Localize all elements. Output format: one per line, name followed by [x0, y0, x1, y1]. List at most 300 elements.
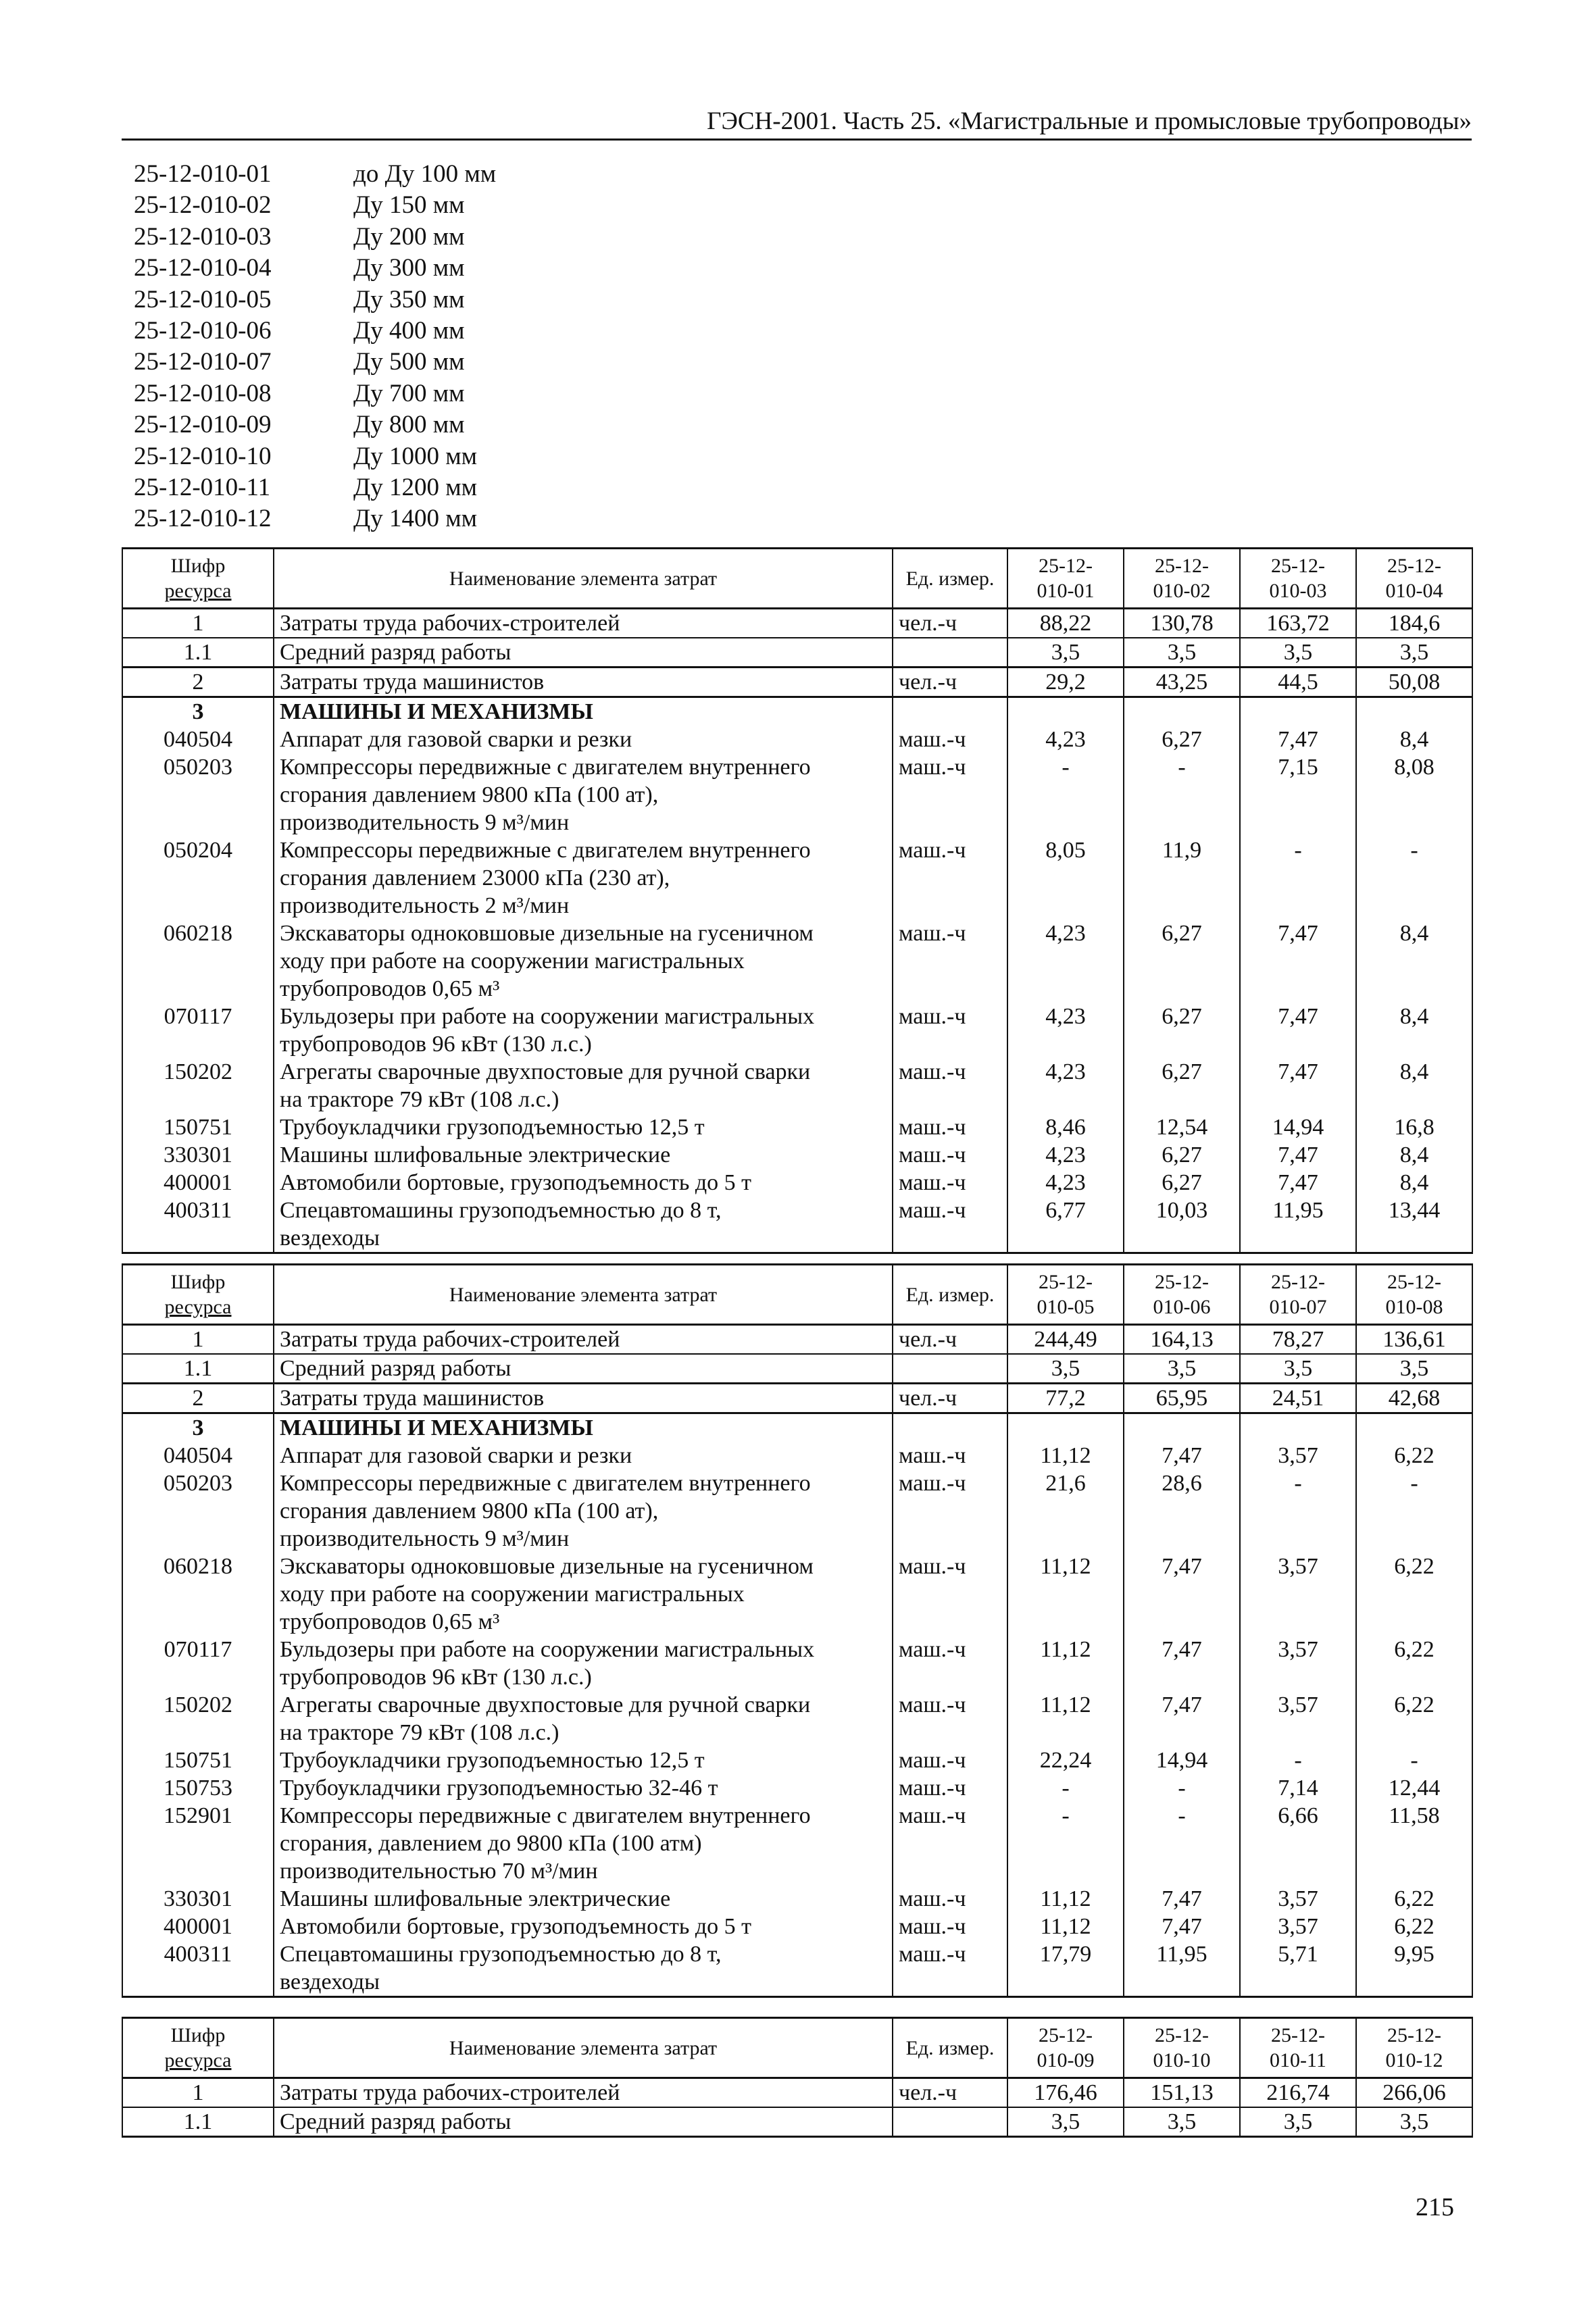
- cost-element-name: [274, 1141, 893, 1169]
- resource-code: 050203: [122, 753, 274, 836]
- norm-value: -: [1007, 1774, 1124, 1802]
- header-norm-column: [1240, 2018, 1356, 2078]
- table-header-row: [122, 1265, 1472, 1325]
- norm-description: Ду 1000 мм: [353, 442, 478, 470]
- norm-value: 8,4: [1356, 1141, 1472, 1169]
- resource-code: 330301: [122, 1141, 274, 1169]
- cost-element-name: [274, 609, 893, 638]
- resource-code: 050204: [122, 836, 274, 920]
- resource-code: 150202: [122, 1691, 274, 1746]
- norm-value: 29,2: [1007, 668, 1124, 697]
- name-line: Автомобили бортовые, грузоподъемность до 5 т: [280, 1914, 752, 1939]
- header-norm-line2: 010-05: [1037, 1296, 1095, 1318]
- header-code-line1: Шифр: [170, 1271, 226, 1293]
- name-line: Компрессоры передвижные с двигателем внутреннего: [280, 1803, 811, 1828]
- norm-value: 17,79: [1007, 1940, 1124, 1997]
- resource-code: 150751: [122, 1113, 274, 1141]
- table-header-row: [122, 2018, 1472, 2078]
- norm-value: 4,23: [1007, 1169, 1124, 1197]
- norm-code: 25-12-010-04: [134, 254, 272, 282]
- cost-element-name: [274, 2107, 893, 2137]
- resource-code: 150753: [122, 1774, 274, 1802]
- norm-value: 7,14: [1240, 1774, 1356, 1802]
- unit-of-measure: [893, 638, 1007, 668]
- unit-of-measure: чел.-ч: [893, 1325, 1007, 1355]
- cost-element-name: [274, 1413, 893, 1442]
- norm-value: 184,6: [1356, 609, 1472, 638]
- table-row: [122, 1442, 1472, 1469]
- name-line: Экскаваторы одноковшовые дизельные на гусеничном: [280, 1554, 814, 1579]
- norm-value: 4,23: [1007, 1003, 1124, 1058]
- code-list-item: [134, 159, 496, 190]
- norm-value: 4,23: [1007, 1141, 1124, 1169]
- unit-of-measure: чел.-ч: [893, 2078, 1007, 2108]
- header-norm-line2: 010-10: [1153, 2049, 1211, 2071]
- cost-element-name: [274, 1802, 893, 1885]
- resource-code: 400001: [122, 1169, 274, 1197]
- norm-value: -: [1124, 1802, 1240, 1885]
- norm-value: 7,47: [1124, 1885, 1240, 1913]
- name-line: МАШИНЫ И МЕХАНИЗМЫ: [280, 699, 593, 724]
- unit-of-measure: [893, 2107, 1007, 2137]
- norm-value: 176,46: [1007, 2078, 1124, 2108]
- unit-of-measure: маш.-ч: [893, 726, 1007, 753]
- header-unit: Ед. измер.: [893, 1265, 1007, 1325]
- header-code-line2: ресурса: [164, 1296, 232, 1318]
- unit-of-measure: маш.-ч: [893, 1058, 1007, 1113]
- norm-value: 6,22: [1356, 1691, 1472, 1746]
- name-line: вездеходы: [280, 1969, 380, 1994]
- name-line: Спецавтомашины грузоподъемностью до 8 т,: [280, 1942, 722, 1967]
- norm-value: 8,4: [1356, 1003, 1472, 1058]
- norm-value: 44,5: [1240, 668, 1356, 697]
- table-row: [122, 920, 1472, 1003]
- name-line: Машины шлифовальные электрические: [280, 1886, 671, 1911]
- norm-value: 8,4: [1356, 726, 1472, 753]
- cost-element-name: [274, 1885, 893, 1913]
- unit-of-measure: маш.-ч: [893, 1691, 1007, 1746]
- header-norm-line1: 25-12-: [1155, 1271, 1209, 1293]
- unit-of-measure: маш.-ч: [893, 753, 1007, 836]
- norm-value: 22,24: [1007, 1746, 1124, 1774]
- resource-code: 3: [122, 1413, 274, 1442]
- norm-value: -: [1007, 1802, 1124, 1885]
- resource-code: 330301: [122, 1885, 274, 1913]
- code-list-item: [134, 347, 496, 378]
- table-row: [122, 1774, 1472, 1802]
- norm-value: 11,12: [1007, 1636, 1124, 1691]
- cost-element-name: [274, 1197, 893, 1253]
- resource-code: 1: [122, 2078, 274, 2108]
- resource-code: 1.1: [122, 638, 274, 668]
- header-norm-column: [1240, 1265, 1356, 1325]
- norm-code: 25-12-010-08: [134, 379, 272, 407]
- name-line: Затраты труда рабочих-строителей: [280, 611, 620, 636]
- code-list-item: [134, 503, 496, 534]
- header-code-line2: ресурса: [164, 2049, 232, 2071]
- norm-value: -: [1356, 836, 1472, 920]
- norm-value: 7,47: [1240, 1003, 1356, 1058]
- norm-value: 13,44: [1356, 1197, 1472, 1253]
- norm-value: 3,57: [1240, 1553, 1356, 1636]
- resource-code: 1.1: [122, 1354, 274, 1384]
- page-number: 215: [1416, 2193, 1454, 2221]
- unit-of-measure: маш.-ч: [893, 1802, 1007, 1885]
- cost-element-name: [274, 1113, 893, 1141]
- norm-value: 216,74: [1240, 2078, 1356, 2108]
- header-norm-line2: 010-12: [1385, 2049, 1443, 2071]
- unit-of-measure: маш.-ч: [893, 1141, 1007, 1169]
- norm-value: -: [1124, 1774, 1240, 1802]
- norm-value: 3,5: [1240, 1354, 1356, 1384]
- header-norm-line2: 010-03: [1269, 580, 1327, 602]
- cost-element-name: [274, 638, 893, 668]
- name-line: трубопроводов 0,65 м³: [280, 1609, 500, 1634]
- norm-value: 266,06: [1356, 2078, 1472, 2108]
- norm-value: 42,68: [1356, 1384, 1472, 1413]
- name-line: производительностью 70 м³/мин: [280, 1859, 598, 1884]
- header-code-line1: Шифр: [170, 2024, 226, 2046]
- table-row: [122, 1691, 1472, 1746]
- header-norm-column: [1124, 1265, 1240, 1325]
- norm-value: 3,5: [1007, 638, 1124, 668]
- header-code-line1: Шифр: [170, 555, 226, 577]
- resource-code: 400001: [122, 1913, 274, 1940]
- norm-value: -: [1356, 1469, 1472, 1553]
- name-line: Трубоукладчики грузоподъемностью 12,5 т: [280, 1115, 705, 1140]
- unit-of-measure: маш.-ч: [893, 1113, 1007, 1141]
- name-line: на тракторе 79 кВт (108 л.с.): [280, 1720, 559, 1745]
- header-norm-line1: 25-12-: [1271, 1271, 1325, 1293]
- name-line: производительность 2 м³/мин: [280, 893, 570, 918]
- norm-value: 14,94: [1240, 1113, 1356, 1141]
- norm-value: 6,27: [1124, 920, 1240, 1003]
- norm-value: 3,5: [1124, 2107, 1240, 2137]
- norm-value: 3,5: [1007, 2107, 1124, 2137]
- resource-code: 050203: [122, 1469, 274, 1553]
- unit-of-measure: маш.-ч: [893, 920, 1007, 1003]
- resource-code: 152901: [122, 1802, 274, 1885]
- norm-value: 7,47: [1240, 726, 1356, 753]
- header-norm-column: [1007, 2018, 1124, 2078]
- norm-value: 7,47: [1124, 1691, 1240, 1746]
- name-line: производительность 9 м³/мин: [280, 1526, 570, 1551]
- header-norm-line1: 25-12-: [1271, 555, 1325, 577]
- header-norm-line2: 010-07: [1269, 1296, 1327, 1318]
- name-line: производительность 9 м³/мин: [280, 810, 570, 835]
- norm-value: 88,22: [1007, 609, 1124, 638]
- resource-table: [122, 2017, 1473, 2138]
- name-line: Машины шлифовальные электрические: [280, 1142, 671, 1167]
- norm-value: 6,77: [1007, 1197, 1124, 1253]
- norm-value: 11,12: [1007, 1885, 1124, 1913]
- norm-value: 6,22: [1356, 1913, 1472, 1940]
- norm-code: 25-12-010-11: [134, 474, 271, 502]
- norm-value: 7,47: [1240, 920, 1356, 1003]
- norm-value: [1240, 1413, 1356, 1442]
- norm-description: Ду 150 мм: [353, 191, 465, 220]
- table-row: [122, 1885, 1472, 1913]
- norm-description: Ду 700 мм: [353, 379, 465, 407]
- header-norm-column: [1124, 2018, 1240, 2078]
- norm-description: Ду 800 мм: [353, 411, 465, 439]
- header-norm-line1: 25-12-: [1039, 1271, 1093, 1293]
- norm-value: 8,05: [1007, 836, 1124, 920]
- name-line: Трубоукладчики грузоподъемностью 32-46 т: [280, 1776, 718, 1801]
- unit-of-measure: маш.-ч: [893, 1746, 1007, 1774]
- norm-code: 25-12-010-02: [134, 191, 272, 220]
- table-row: [122, 1325, 1472, 1355]
- name-line: сгорания, давлением до 9800 кПа (100 атм): [280, 1831, 702, 1856]
- header-cost-element-name: Наименование элемента затрат: [274, 549, 893, 609]
- code-list-item: [134, 316, 496, 347]
- norm-value: 12,54: [1124, 1113, 1240, 1141]
- cost-element-name: [274, 1636, 893, 1691]
- name-line: Аппарат для газовой сварки и резки: [280, 727, 632, 752]
- code-list-item: [134, 190, 496, 221]
- header-norm-line1: 25-12-: [1387, 1271, 1441, 1293]
- cost-element-name: [274, 726, 893, 753]
- unit-of-measure: маш.-ч: [893, 1169, 1007, 1197]
- name-line: Агрегаты сварочные двухпостовые для ручной сварки: [280, 1059, 811, 1084]
- norm-value: [1007, 697, 1124, 726]
- norm-value: 130,78: [1124, 609, 1240, 638]
- norm-value: 3,57: [1240, 1636, 1356, 1691]
- unit-of-measure: маш.-ч: [893, 1774, 1007, 1802]
- header-norm-column: [1007, 549, 1124, 609]
- table-row: [122, 638, 1472, 668]
- cost-element-name: [274, 1325, 893, 1355]
- header-norm-line1: 25-12-: [1387, 555, 1441, 577]
- cost-element-name: [274, 920, 893, 1003]
- norm-value: 3,5: [1240, 2107, 1356, 2137]
- norm-value: 4,23: [1007, 726, 1124, 753]
- table-row: [122, 753, 1472, 836]
- cost-element-name: [274, 1003, 893, 1058]
- table-row: [122, 609, 1472, 638]
- norm-value: 7,47: [1124, 1913, 1240, 1940]
- header-resource-code: [122, 1265, 274, 1325]
- unit-of-measure: [893, 1354, 1007, 1384]
- unit-of-measure: маш.-ч: [893, 1636, 1007, 1691]
- code-list-item: [134, 222, 496, 253]
- resource-code: 060218: [122, 920, 274, 1003]
- norm-code: 25-12-010-01: [134, 160, 272, 188]
- norm-value: 77,2: [1007, 1384, 1124, 1413]
- norm-value: 6,27: [1124, 1141, 1240, 1169]
- name-line: трубопроводов 96 кВт (130 л.с.): [280, 1032, 592, 1057]
- norm-value: [1124, 697, 1240, 726]
- norm-value: 3,5: [1240, 638, 1356, 668]
- name-line: Затраты труда рабочих-строителей: [280, 2080, 620, 2105]
- name-line: Компрессоры передвижные с двигателем внутреннего: [280, 838, 811, 863]
- norm-description: Ду 500 мм: [353, 348, 465, 376]
- cost-element-name: [274, 1384, 893, 1413]
- cost-element-name: [274, 1169, 893, 1197]
- header-norm-line1: 25-12-: [1039, 2024, 1093, 2046]
- norm-value: 7,47: [1124, 1442, 1240, 1469]
- name-line: Затраты труда машинистов: [280, 670, 545, 695]
- norm-value: -: [1007, 753, 1124, 836]
- code-list-item: [134, 409, 496, 441]
- name-line: Аппарат для газовой сварки и резки: [280, 1443, 632, 1468]
- name-line: Агрегаты сварочные двухпостовые для ручной сварки: [280, 1692, 811, 1717]
- unit-of-measure: маш.-ч: [893, 1913, 1007, 1940]
- resource-code: 1.1: [122, 2107, 274, 2137]
- unit-of-measure: маш.-ч: [893, 1553, 1007, 1636]
- unit-of-measure: [893, 697, 1007, 726]
- norm-value: 7,47: [1124, 1553, 1240, 1636]
- norm-value: 6,27: [1124, 1058, 1240, 1113]
- code-list-item: [134, 284, 496, 316]
- header-code-line2: ресурса: [164, 580, 232, 602]
- name-line: Трубоукладчики грузоподъемностью 12,5 т: [280, 1748, 705, 1773]
- resource-code: 3: [122, 697, 274, 726]
- unit-of-measure: чел.-ч: [893, 609, 1007, 638]
- norm-value: -: [1240, 836, 1356, 920]
- norm-value: [1356, 1413, 1472, 1442]
- resource-code: 400311: [122, 1940, 274, 1997]
- norm-value: 14,94: [1124, 1746, 1240, 1774]
- norm-value: 4,23: [1007, 920, 1124, 1003]
- table-row: [122, 1113, 1472, 1141]
- header-cost-element-name: Наименование элемента затрат: [274, 1265, 893, 1325]
- cost-element-name: [274, 1774, 893, 1802]
- cost-element-name: [274, 697, 893, 726]
- name-line: Компрессоры передвижные с двигателем внутреннего: [280, 755, 811, 780]
- resource-code: 400311: [122, 1197, 274, 1253]
- cost-element-name: [274, 836, 893, 920]
- unit-of-measure: маш.-ч: [893, 836, 1007, 920]
- cost-element-name: [274, 1469, 893, 1553]
- norm-value: 8,4: [1356, 920, 1472, 1003]
- norm-value: 10,03: [1124, 1197, 1240, 1253]
- resource-code: 1: [122, 609, 274, 638]
- header-norm-line1: 25-12-: [1155, 555, 1209, 577]
- header-norm-column: [1356, 549, 1472, 609]
- norm-value: 7,47: [1240, 1141, 1356, 1169]
- name-line: Спецавтомашины грузоподъемностью до 8 т,: [280, 1198, 722, 1223]
- norm-description: Ду 400 мм: [353, 317, 465, 345]
- norm-code: 25-12-010-03: [134, 222, 272, 251]
- norm-value: 7,15: [1240, 753, 1356, 836]
- norm-code: 25-12-010-07: [134, 348, 272, 376]
- norm-value: 9,95: [1356, 1940, 1472, 1997]
- name-line: сгорания давлением 23000 кПа (230 ат),: [280, 865, 670, 890]
- norm-value: 4,23: [1007, 1058, 1124, 1113]
- unit-of-measure: маш.-ч: [893, 1940, 1007, 1997]
- norm-code: 25-12-010-06: [134, 317, 272, 345]
- unit-of-measure: чел.-ч: [893, 1384, 1007, 1413]
- name-line: Затраты труда машинистов: [280, 1386, 545, 1411]
- norm-value: 28,6: [1124, 1469, 1240, 1553]
- table-row: [122, 1058, 1472, 1113]
- resource-code: 150202: [122, 1058, 274, 1113]
- norm-value: 3,5: [1124, 638, 1240, 668]
- page-header: [122, 107, 1472, 141]
- cost-element-name: [274, 1940, 893, 1997]
- cost-element-name: [274, 1746, 893, 1774]
- table-row: [122, 1940, 1472, 1997]
- norm-value: 78,27: [1240, 1325, 1356, 1355]
- table-row: [122, 1746, 1472, 1774]
- norm-value: 3,5: [1356, 1354, 1472, 1384]
- cost-element-name: [274, 1442, 893, 1469]
- page-header-title: ГЭСН-2001. Часть 25. «Магистральные и промысловые трубопроводы»: [707, 107, 1472, 135]
- norm-value: 3,5: [1007, 1354, 1124, 1384]
- table-row: [122, 1469, 1472, 1553]
- name-line: Затраты труда рабочих-строителей: [280, 1327, 620, 1352]
- norm-value: 136,61: [1356, 1325, 1472, 1355]
- name-line: Средний разряд работы: [280, 2109, 512, 2134]
- header-norm-line1: 25-12-: [1039, 555, 1093, 577]
- norm-description: Ду 1200 мм: [353, 474, 478, 502]
- norm-value: 11,12: [1007, 1553, 1124, 1636]
- norm-value: 43,25: [1124, 668, 1240, 697]
- table-row: [122, 1413, 1472, 1442]
- resource-code: 2: [122, 1384, 274, 1413]
- norm-value: -: [1240, 1746, 1356, 1774]
- name-line: МАШИНЫ И МЕХАНИЗМЫ: [280, 1415, 593, 1440]
- norm-value: 244,49: [1007, 1325, 1124, 1355]
- code-list-item: [134, 441, 496, 472]
- header-norm-line2: 010-09: [1037, 2049, 1095, 2071]
- table-header-row: [122, 549, 1472, 609]
- norm-value: 11,12: [1007, 1691, 1124, 1746]
- norm-code: 25-12-010-12: [134, 505, 272, 533]
- code-list-item: [134, 378, 496, 409]
- table-row: [122, 1636, 1472, 1691]
- header-norm-line1: 25-12-: [1387, 2024, 1441, 2046]
- header-norm-column: [1007, 1265, 1124, 1325]
- table-row: [122, 726, 1472, 753]
- cost-element-name: [274, 2078, 893, 2108]
- unit-of-measure: маш.-ч: [893, 1469, 1007, 1553]
- code-list-item: [134, 472, 496, 503]
- table-row: [122, 1913, 1472, 1940]
- table-row: [122, 1003, 1472, 1058]
- header-norm-column: [1240, 549, 1356, 609]
- unit-of-measure: маш.-ч: [893, 1442, 1007, 1469]
- resource-code: 070117: [122, 1636, 274, 1691]
- norm-value: 8,4: [1356, 1058, 1472, 1113]
- norm-value: 6,22: [1356, 1636, 1472, 1691]
- norm-description: до Ду 100 мм: [353, 160, 497, 188]
- name-line: вездеходы: [280, 1226, 380, 1251]
- header-norm-line2: 010-06: [1153, 1296, 1211, 1318]
- unit-of-measure: маш.-ч: [893, 1003, 1007, 1058]
- norm-value: 16,8: [1356, 1113, 1472, 1141]
- norm-value: 11,95: [1240, 1197, 1356, 1253]
- table-row: [122, 1197, 1472, 1253]
- norm-value: 6,66: [1240, 1802, 1356, 1885]
- name-line: сгорания давлением 9800 кПа (100 ат),: [280, 1499, 659, 1524]
- norm-value: 11,58: [1356, 1802, 1472, 1885]
- norm-value: -: [1240, 1469, 1356, 1553]
- table-row: [122, 1169, 1472, 1197]
- header-norm-line1: 25-12-: [1155, 2024, 1209, 2046]
- code-list-item: [134, 253, 496, 284]
- norm-description: Ду 1400 мм: [353, 505, 478, 533]
- norm-value: 11,95: [1124, 1940, 1240, 1997]
- name-line: ходу при работе на сооружении магистральных: [280, 949, 745, 974]
- header-norm-line2: 010-01: [1037, 580, 1095, 602]
- norm-value: [1240, 697, 1356, 726]
- resource-code: 150751: [122, 1746, 274, 1774]
- cost-element-name: [274, 1354, 893, 1384]
- norm-value: 11,12: [1007, 1442, 1124, 1469]
- norm-code: 25-12-010-10: [134, 442, 272, 470]
